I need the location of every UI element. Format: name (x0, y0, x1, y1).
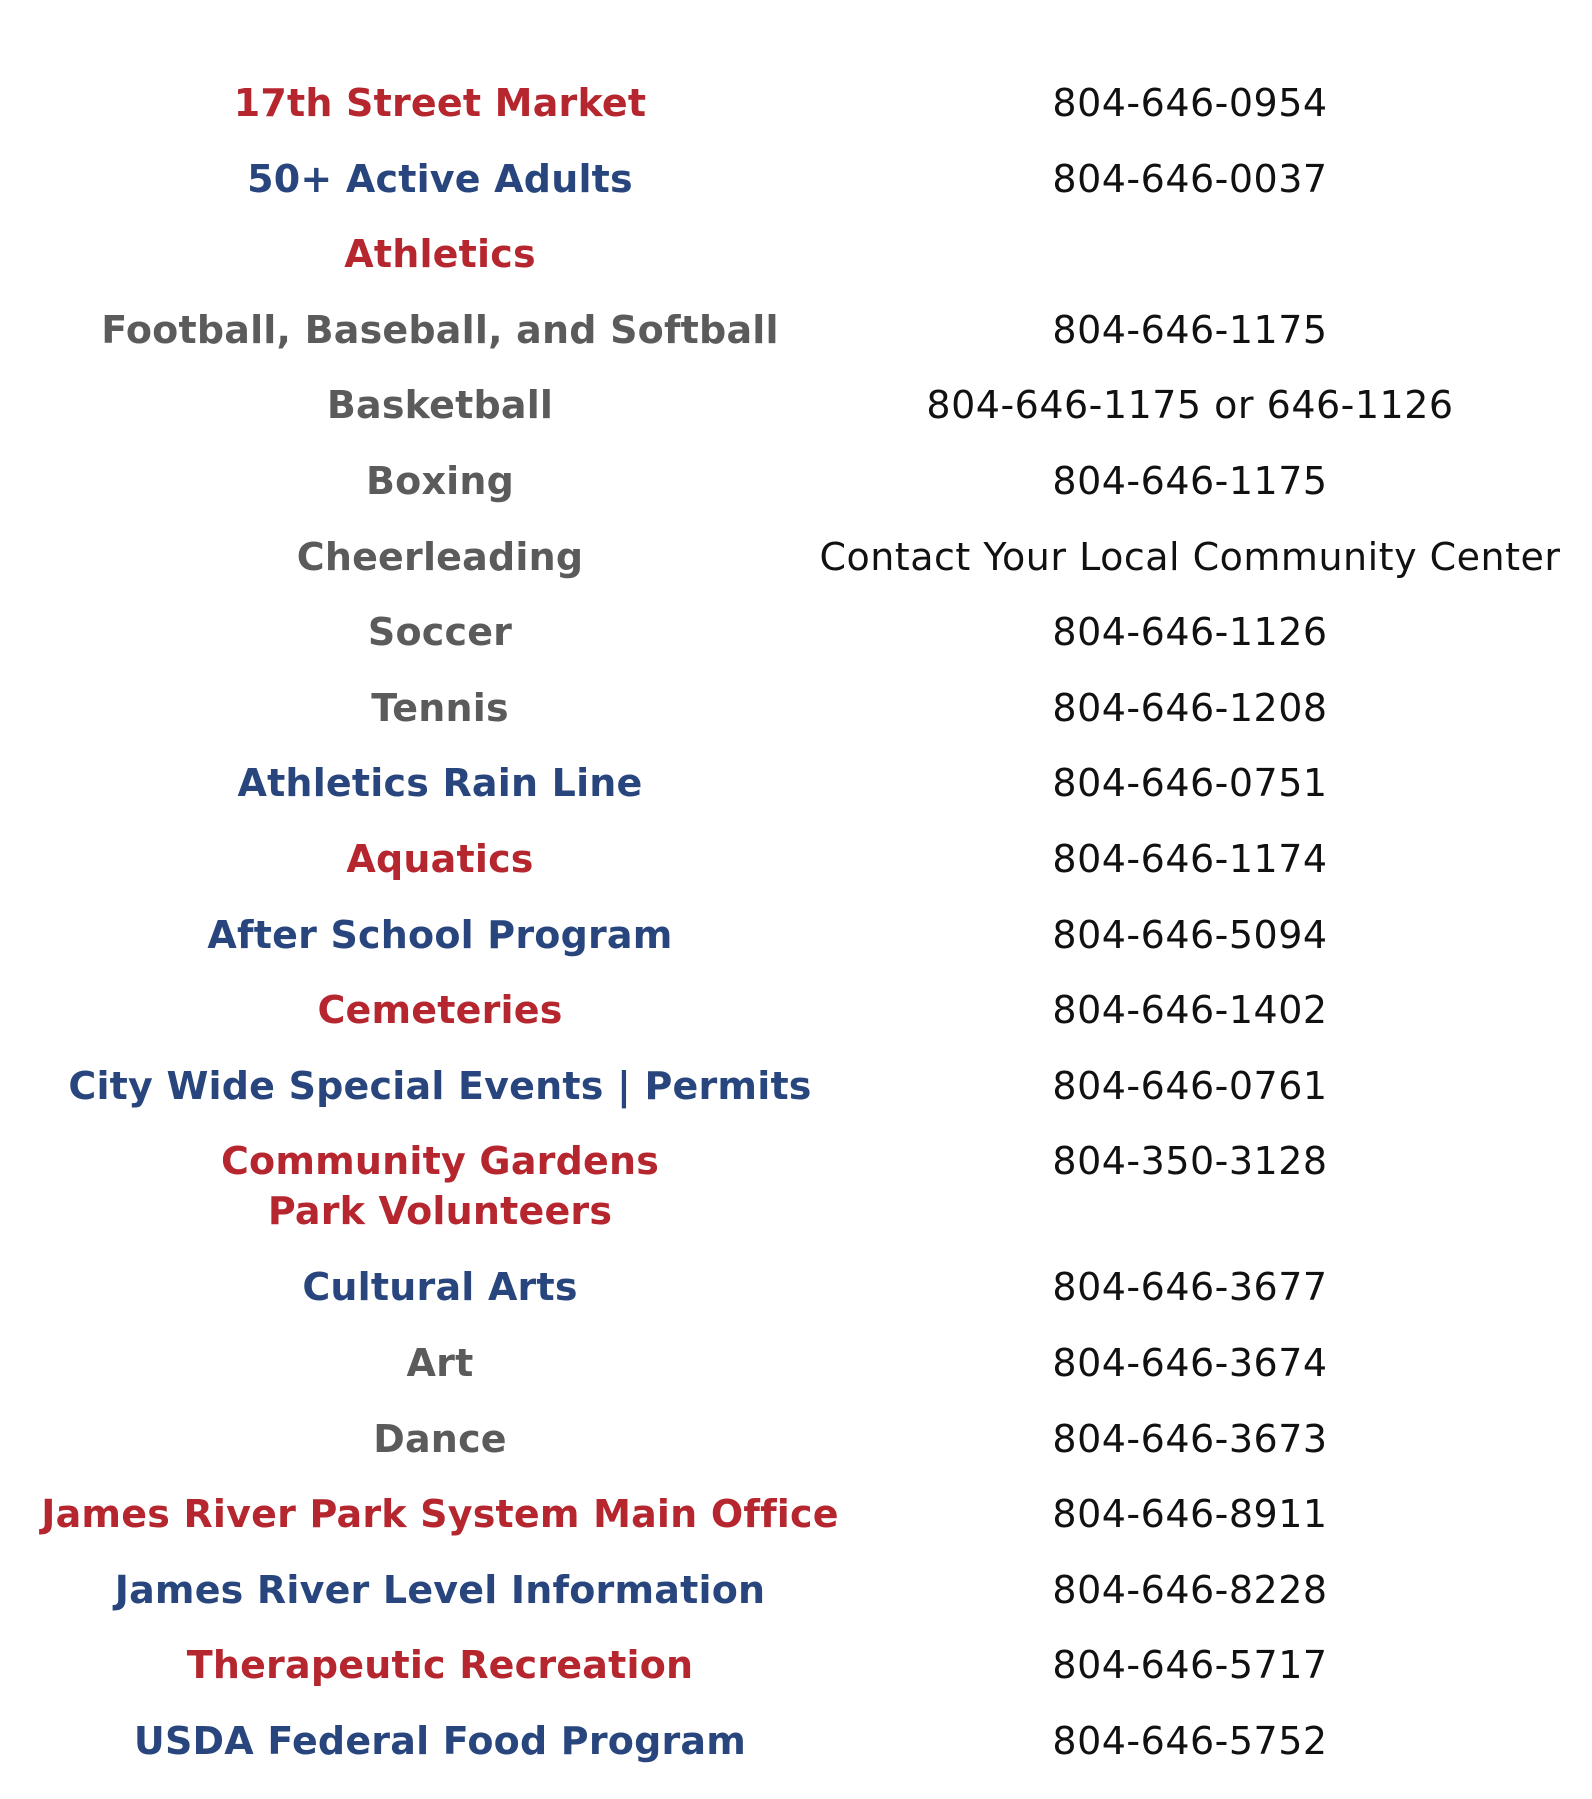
sub-program-name: Dance (373, 1416, 507, 1461)
sub-program-name: Art (406, 1340, 474, 1385)
phone-number: 804-350-3128 (1052, 1139, 1328, 1184)
phone-number: 804-646-0751 (1052, 761, 1328, 806)
sub-program-name: Soccer (367, 610, 513, 655)
phone-number: 804-646-0037 (1052, 156, 1328, 201)
sub-program-name: Boxing (365, 458, 515, 503)
phone-number: 804-646-1174 (1052, 836, 1328, 881)
phone-number: 804-646-1175 (1052, 458, 1328, 503)
phone-number: 804-646-1175 or 646-1126 (926, 383, 1454, 428)
program-name: Athletics Rain Line (237, 761, 643, 806)
directory-row-50-active-adults (0, 146, 1592, 222)
sub-program-name: Football, Baseball, and Softball (101, 307, 779, 352)
directory-row-james-river-level (0, 1557, 1592, 1633)
directory-row-soccer (0, 599, 1592, 675)
phone-number: 804-646-3674 (1052, 1340, 1328, 1385)
directory-row-usda-federal-food-program (0, 1708, 1592, 1784)
directory-row-community-gardens (0, 1128, 1592, 1254)
sub-program-name: Tennis (371, 685, 509, 730)
phone-number: Contact Your Local Community Center (819, 534, 1561, 579)
phone-number: 804-646-8228 (1052, 1567, 1328, 1612)
directory-row-boxing (0, 448, 1592, 524)
directory-row-tennis (0, 675, 1592, 751)
directory-row-james-river-park-system (0, 1481, 1592, 1557)
phone-number: 804-646-1175 (1052, 307, 1328, 352)
phone-number: 804-646-0761 (1052, 1063, 1328, 1108)
directory-row-basketball (0, 372, 1592, 448)
program-name: USDA Federal Food Program (133, 1718, 747, 1763)
program-name: Cemeteries (317, 988, 563, 1033)
phone-number: 804-646-5752 (1052, 1718, 1328, 1763)
phone-number: 804-646-3673 (1052, 1416, 1328, 1461)
program-name: Athletics (344, 232, 536, 277)
directory-row-cemeteries (0, 977, 1592, 1053)
sub-program-name: Basketball (326, 383, 554, 428)
program-name: Aquatics (346, 836, 534, 881)
directory-row-athletics-rain-line (0, 750, 1592, 826)
program-name: Cultural Arts (302, 1265, 578, 1310)
directory-row-after-school-program (0, 902, 1592, 978)
program-name (221, 1136, 659, 1236)
program-name-line-2: Park Volunteers (267, 1189, 613, 1234)
directory-row-dance (0, 1406, 1592, 1482)
phone-number: 804-646-3677 (1052, 1265, 1328, 1310)
program-name: James River Park System Main Office (41, 1492, 839, 1537)
phone-number: 804-646-0954 (1052, 81, 1328, 125)
program-name: Therapeutic Recreation (186, 1643, 694, 1688)
directory-row-city-wide-special-events (0, 1053, 1592, 1129)
phone-number: 804-646-8911 (1052, 1492, 1328, 1537)
program-name: City Wide Special Events | Permits (68, 1063, 812, 1108)
phone-number: 804-646-5717 (1052, 1643, 1328, 1688)
program-name: 17th Street Market (233, 81, 647, 125)
program-name: After School Program (207, 912, 673, 957)
directory-row-athletics (0, 221, 1592, 297)
directory-row-therapeutic-recreation (0, 1632, 1592, 1708)
contact-directory (0, 70, 1592, 1783)
sub-program-name: Cheerleading (296, 534, 584, 579)
directory-row-cheerleading (0, 524, 1592, 600)
directory-row-aquatics (0, 826, 1592, 902)
program-name: James River Level Information (114, 1567, 766, 1612)
directory-row-17th-street-market (0, 70, 1592, 146)
phone-number: 804-646-1208 (1052, 685, 1328, 730)
phone-number: 804-646-1126 (1052, 610, 1328, 655)
program-name-line-1: Community Gardens (220, 1139, 660, 1184)
phone-number: 804-646-5094 (1052, 912, 1328, 957)
directory-row-art (0, 1330, 1592, 1406)
program-name: 50+ Active Adults (247, 156, 633, 201)
directory-row-cultural-arts (0, 1254, 1592, 1330)
directory-row-football-baseball-softball (0, 297, 1592, 373)
phone-number: 804-646-1402 (1052, 988, 1328, 1033)
